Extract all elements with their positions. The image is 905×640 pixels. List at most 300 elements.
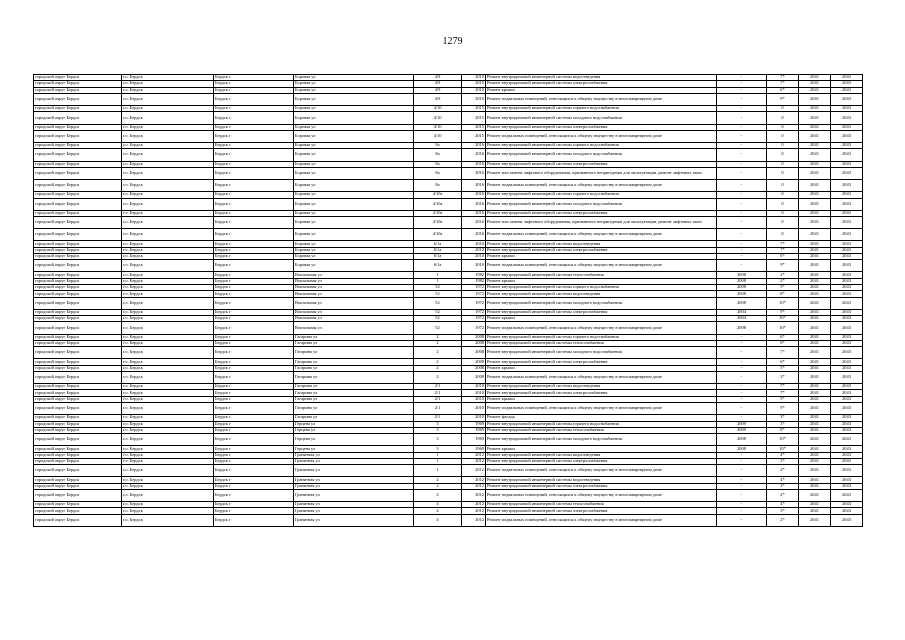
last-repair-cell: - bbox=[717, 489, 767, 501]
house-cell: 4/10а bbox=[414, 198, 462, 210]
work-type-cell: Ремонт крыши bbox=[486, 316, 717, 322]
wear-cell: 7* bbox=[767, 347, 799, 359]
wear-cell: 7* bbox=[767, 81, 799, 87]
wear-cell: 0 bbox=[767, 130, 799, 142]
municipality-cell: городской округ Бердск bbox=[34, 241, 122, 247]
table-row bbox=[34, 465, 863, 477]
table-row bbox=[34, 322, 863, 334]
table-row bbox=[34, 198, 863, 210]
wear-cell: 0 bbox=[767, 161, 799, 167]
city-cell: Бердск г bbox=[214, 210, 294, 216]
wear-cell: 10* bbox=[767, 316, 799, 322]
house-cell: 52 bbox=[414, 297, 462, 309]
last-repair-cell: - bbox=[717, 452, 767, 458]
plan-end-cell: 2043 bbox=[831, 143, 863, 149]
plan-start-cell: 2041 bbox=[799, 316, 831, 322]
year-built-cell: 2008 bbox=[462, 371, 486, 383]
city-cell: Бердск г bbox=[214, 347, 294, 359]
settlement-cell: г.о. Бердск bbox=[122, 514, 214, 526]
last-repair-cell: 2008 bbox=[717, 446, 767, 452]
settlement-cell: г.о. Бердск bbox=[122, 434, 214, 446]
last-repair-cell: - bbox=[717, 340, 767, 346]
last-repair-cell: - bbox=[717, 130, 767, 142]
house-cell: 2/1 bbox=[414, 403, 462, 415]
work-type-cell: Ремонт внутридомовой инженерной системы горячего водоснабжения bbox=[486, 285, 717, 291]
city-cell: Бердск г bbox=[214, 396, 294, 402]
house-cell: 3 bbox=[414, 427, 462, 433]
municipality-cell: городской округ Бердск bbox=[34, 508, 122, 514]
plan-end-cell: 2043 bbox=[831, 483, 863, 489]
plan-end-cell: 2043 bbox=[831, 421, 863, 427]
settlement-cell: г.о. Бердск bbox=[122, 421, 214, 427]
house-cell: 6/1а bbox=[414, 241, 462, 247]
plan-end-cell: 2043 bbox=[831, 75, 863, 81]
plan-end-cell: 2043 bbox=[831, 285, 863, 291]
street-cell: Гранитная ул bbox=[294, 514, 414, 526]
plan-start-cell: 2041 bbox=[799, 502, 831, 508]
work-type-cell: Ремонт фасада bbox=[486, 415, 717, 421]
work-type-cell: Ремонт подвальных помещений, относящихся к общему имуществу в многоквартирном доме bbox=[486, 514, 717, 526]
work-type-cell: Ремонт внутридомовой инженерной системы водоотведения bbox=[486, 384, 717, 390]
plan-end-cell: 2043 bbox=[831, 502, 863, 508]
settlement-cell: г.о. Бердск bbox=[122, 192, 214, 198]
page-number: 1279 bbox=[442, 36, 463, 47]
municipality-cell: городской округ Бердск bbox=[34, 278, 122, 284]
wear-cell: 0 bbox=[767, 198, 799, 210]
table-row bbox=[34, 149, 863, 161]
year-built-cell: 1969 bbox=[462, 421, 486, 427]
work-type-cell: Ремонт крыши bbox=[486, 365, 717, 371]
plan-start-cell: 2041 bbox=[799, 149, 831, 161]
municipality-cell: городской округ Бердск bbox=[34, 149, 122, 161]
street-cell: Боровая ул bbox=[294, 143, 414, 149]
settlement-cell: г.о. Бердск bbox=[122, 359, 214, 365]
year-built-cell: 2015 bbox=[462, 106, 486, 112]
city-cell: Бердск г bbox=[214, 359, 294, 365]
street-cell: Гагарина ул bbox=[294, 359, 414, 365]
street-cell: Гагарина ул bbox=[294, 390, 414, 396]
plan-start-cell: 2041 bbox=[799, 81, 831, 87]
house-cell: 4/10 bbox=[414, 112, 462, 124]
settlement-cell: г.о. Бердск bbox=[122, 415, 214, 421]
street-cell: Боровая ул bbox=[294, 210, 414, 216]
plan-end-cell: 2043 bbox=[831, 489, 863, 501]
city-cell: Бердск г bbox=[214, 291, 294, 297]
city-cell: Бердск г bbox=[214, 272, 294, 278]
year-built-cell: 1972 bbox=[462, 316, 486, 322]
wear-cell: 0 bbox=[767, 229, 799, 241]
settlement-cell: г.о. Бердск bbox=[122, 508, 214, 514]
plan-end-cell: 2043 bbox=[831, 124, 863, 130]
plan-start-cell: 2041 bbox=[799, 365, 831, 371]
year-built-cell: 2008 bbox=[462, 359, 486, 365]
street-cell: Боровая ул bbox=[294, 216, 414, 228]
settlement-cell: г.о. Бердск bbox=[122, 465, 214, 477]
house-cell: 6/1а bbox=[414, 260, 462, 272]
city-cell: Бердск г bbox=[214, 452, 294, 458]
plan-end-cell: 2043 bbox=[831, 396, 863, 402]
plan-end-cell: 2043 bbox=[831, 508, 863, 514]
plan-start-cell: 2041 bbox=[799, 161, 831, 167]
plan-start-cell: 2041 bbox=[799, 427, 831, 433]
plan-end-cell: 2043 bbox=[831, 247, 863, 253]
street-cell: Боровая ул bbox=[294, 112, 414, 124]
street-cell: Вокзальная ул bbox=[294, 297, 414, 309]
settlement-cell: г.о. Бердск bbox=[122, 75, 214, 81]
year-built-cell: 2010 bbox=[462, 253, 486, 259]
work-type-cell: Ремонт крыши bbox=[486, 278, 717, 284]
street-cell: Боровая ул bbox=[294, 130, 414, 142]
municipality-cell: городской округ Бердск bbox=[34, 192, 122, 198]
municipality-cell: городской округ Бердск bbox=[34, 291, 122, 297]
plan-end-cell: 2043 bbox=[831, 309, 863, 315]
municipality-cell: городской округ Бердск bbox=[34, 458, 122, 464]
house-cell: 8а bbox=[414, 167, 462, 179]
wear-cell: 5* bbox=[767, 365, 799, 371]
plan-start-cell: 2041 bbox=[799, 309, 831, 315]
plan-end-cell: 2043 bbox=[831, 322, 863, 334]
street-cell: Гранитная ул bbox=[294, 458, 414, 464]
city-cell: Бердск г bbox=[214, 489, 294, 501]
year-built-cell: 2010 bbox=[462, 241, 486, 247]
table-row bbox=[34, 216, 863, 228]
house-cell: 2 bbox=[414, 371, 462, 383]
work-type-cell: Ремонт подвальных помещений, относящихся к общему имуществу в многоквартирном доме bbox=[486, 489, 717, 501]
plan-end-cell: 2043 bbox=[831, 106, 863, 112]
plan-end-cell: 2043 bbox=[831, 415, 863, 421]
plan-start-cell: 2041 bbox=[799, 180, 831, 192]
street-cell: Боровая ул bbox=[294, 75, 414, 81]
last-repair-cell: 2008 bbox=[717, 291, 767, 297]
plan-end-cell: 2043 bbox=[831, 334, 863, 340]
settlement-cell: г.о. Бердск bbox=[122, 384, 214, 390]
wear-cell: 0 bbox=[767, 112, 799, 124]
city-cell: Бердск г bbox=[214, 192, 294, 198]
plan-start-cell: 2041 bbox=[799, 390, 831, 396]
municipality-cell: городской округ Бердск bbox=[34, 403, 122, 415]
plan-end-cell: 2043 bbox=[831, 340, 863, 346]
street-cell: Вокзальная ул bbox=[294, 309, 414, 315]
wear-cell: 9* bbox=[767, 309, 799, 315]
plan-end-cell: 2043 bbox=[831, 477, 863, 483]
wear-cell: 0 bbox=[767, 192, 799, 198]
settlement-cell: г.о. Бердск bbox=[122, 161, 214, 167]
house-cell: 4 bbox=[414, 514, 462, 526]
wear-cell: 8* bbox=[767, 291, 799, 297]
house-cell: 8а bbox=[414, 161, 462, 167]
work-type-cell: Ремонт внутридомовой инженерной системы холодного водоснабжения bbox=[486, 112, 717, 124]
plan-start-cell: 2041 bbox=[799, 247, 831, 253]
house-cell: 8а bbox=[414, 143, 462, 149]
last-repair-cell: - bbox=[717, 483, 767, 489]
work-type-cell: Ремонт внутридомовой инженерной системы водоотведения bbox=[486, 291, 717, 297]
plan-start-cell: 2041 bbox=[799, 291, 831, 297]
house-cell: 2 bbox=[414, 347, 462, 359]
year-built-cell: 2015 bbox=[462, 112, 486, 124]
wear-cell: 0 bbox=[767, 149, 799, 161]
plan-end-cell: 2043 bbox=[831, 192, 863, 198]
city-cell: Бердск г bbox=[214, 340, 294, 346]
year-built-cell: 1982 bbox=[462, 272, 486, 278]
city-cell: Бердск г bbox=[214, 415, 294, 421]
street-cell: Герцена ул bbox=[294, 427, 414, 433]
year-built-cell: 2008 bbox=[462, 340, 486, 346]
year-built-cell: 2016 bbox=[462, 161, 486, 167]
year-built-cell: 2012 bbox=[462, 483, 486, 489]
house-cell: 52 bbox=[414, 291, 462, 297]
plan-end-cell: 2043 bbox=[831, 161, 863, 167]
plan-start-cell: 2041 bbox=[799, 421, 831, 427]
municipality-cell: городской округ Бердск bbox=[34, 93, 122, 105]
street-cell: Вокзальная ул bbox=[294, 291, 414, 297]
house-cell: 2 bbox=[414, 489, 462, 501]
plan-end-cell: 2043 bbox=[831, 210, 863, 216]
work-type-cell: Ремонт крыши bbox=[486, 446, 717, 452]
house-cell: 3 bbox=[414, 446, 462, 452]
last-repair-cell: 2008 bbox=[717, 297, 767, 309]
settlement-cell: г.о. Бердск bbox=[122, 216, 214, 228]
municipality-cell: городской округ Бердск bbox=[34, 75, 122, 81]
wear-cell: 2* bbox=[767, 514, 799, 526]
municipality-cell: городской округ Бердск bbox=[34, 309, 122, 315]
work-type-cell: Ремонт внутридомовой инженерной системы электроснабжения bbox=[486, 508, 717, 514]
street-cell: Гранитная ул bbox=[294, 502, 414, 508]
last-repair-cell: - bbox=[717, 465, 767, 477]
municipality-cell: городской округ Бердск bbox=[34, 297, 122, 309]
year-built-cell: 2012 bbox=[462, 477, 486, 483]
settlement-cell: г.о. Бердск bbox=[122, 291, 214, 297]
house-cell: 52 bbox=[414, 322, 462, 334]
year-built-cell: 2012 bbox=[462, 452, 486, 458]
plan-end-cell: 2043 bbox=[831, 347, 863, 359]
wear-cell: 6* bbox=[767, 87, 799, 93]
plan-end-cell: 2043 bbox=[831, 87, 863, 93]
city-cell: Бердск г bbox=[214, 112, 294, 124]
settlement-cell: г.о. Бердск bbox=[122, 198, 214, 210]
settlement-cell: г.о. Бердск bbox=[122, 309, 214, 315]
municipality-cell: городской округ Бердск bbox=[34, 253, 122, 259]
street-cell: Гранитная ул bbox=[294, 465, 414, 477]
work-type-cell: Ремонт внутридомовой инженерной системы водоотведения bbox=[486, 241, 717, 247]
settlement-cell: г.о. Бердск bbox=[122, 124, 214, 130]
street-cell: Боровая ул bbox=[294, 167, 414, 179]
plan-start-cell: 2041 bbox=[799, 229, 831, 241]
municipality-cell: городской округ Бердск bbox=[34, 124, 122, 130]
house-cell: 2/1 bbox=[414, 390, 462, 396]
year-built-cell: 2016 bbox=[462, 180, 486, 192]
year-built-cell: 2010 bbox=[462, 75, 486, 81]
year-built-cell: 2010 bbox=[462, 415, 486, 421]
work-type-cell: Ремонт внутридомовой инженерной системы холодного водоснабжения bbox=[486, 347, 717, 359]
work-type-cell: Ремонт внутридомовой инженерной системы холодного водоснабжения bbox=[486, 198, 717, 210]
house-cell: 2 bbox=[414, 483, 462, 489]
plan-end-cell: 2043 bbox=[831, 452, 863, 458]
plan-start-cell: 2041 bbox=[799, 340, 831, 346]
last-repair-cell: - bbox=[717, 508, 767, 514]
wear-cell: 10* bbox=[767, 434, 799, 446]
year-built-cell: 2010 bbox=[462, 260, 486, 272]
work-type-cell: Ремонт подвальных помещений, относящихся к общему имуществу в многоквартирном доме bbox=[486, 130, 717, 142]
year-built-cell: 1969 bbox=[462, 446, 486, 452]
street-cell: Герцена ул bbox=[294, 446, 414, 452]
plan-start-cell: 2041 bbox=[799, 359, 831, 365]
house-cell: 2 bbox=[414, 365, 462, 371]
street-cell: Гранитная ул bbox=[294, 477, 414, 483]
year-built-cell: 2016 bbox=[462, 210, 486, 216]
plan-end-cell: 2043 bbox=[831, 278, 863, 284]
street-cell: Боровая ул bbox=[294, 124, 414, 130]
work-type-cell: Ремонт внутридомовой инженерной системы холодного водоснабжения bbox=[486, 297, 717, 309]
plan-start-cell: 2041 bbox=[799, 210, 831, 216]
work-type-cell: Ремонт внутридомовой инженерной системы водоотведения bbox=[486, 477, 717, 483]
street-cell: Боровая ул bbox=[294, 260, 414, 272]
plan-end-cell: 2043 bbox=[831, 427, 863, 433]
street-cell: Боровая ул bbox=[294, 87, 414, 93]
street-cell: Вокзальная ул bbox=[294, 316, 414, 322]
last-repair-cell: - bbox=[717, 216, 767, 228]
city-cell: Бердск г bbox=[214, 421, 294, 427]
plan-start-cell: 2041 bbox=[799, 384, 831, 390]
year-built-cell: 2010 bbox=[462, 87, 486, 93]
municipality-cell: городской округ Бердск bbox=[34, 427, 122, 433]
plan-start-cell: 2041 bbox=[799, 465, 831, 477]
plan-end-cell: 2043 bbox=[831, 216, 863, 228]
work-type-cell: Ремонт подвальных помещений, относящихся к общему имуществу в многоквартирном доме bbox=[486, 322, 717, 334]
house-cell: 4/10а bbox=[414, 210, 462, 216]
city-cell: Бердск г bbox=[214, 458, 294, 464]
municipality-cell: городской округ Бердск bbox=[34, 465, 122, 477]
last-repair-cell: 2004 bbox=[717, 309, 767, 315]
settlement-cell: г.о. Бердск bbox=[122, 489, 214, 501]
wear-cell: 7* bbox=[767, 390, 799, 396]
plan-end-cell: 2043 bbox=[831, 365, 863, 371]
street-cell: Боровая ул bbox=[294, 192, 414, 198]
plan-start-cell: 2041 bbox=[799, 334, 831, 340]
city-cell: Бердск г bbox=[214, 161, 294, 167]
work-type-cell: Ремонт крыши bbox=[486, 396, 717, 402]
street-cell: Боровая ул bbox=[294, 161, 414, 167]
street-cell: Гагарина ул bbox=[294, 340, 414, 346]
table-row bbox=[34, 260, 863, 272]
wear-cell: 6* bbox=[767, 253, 799, 259]
house-cell: 2 bbox=[414, 334, 462, 340]
house-cell: 4/10 bbox=[414, 106, 462, 112]
table-row bbox=[34, 93, 863, 105]
municipality-cell: городской округ Бердск bbox=[34, 316, 122, 322]
municipality-cell: городской округ Бердск bbox=[34, 87, 122, 93]
year-built-cell: 2008 bbox=[462, 365, 486, 371]
work-type-cell: Ремонт внутридомовой инженерной системы холодного водоснабжения bbox=[486, 149, 717, 161]
settlement-cell: г.о. Бердск bbox=[122, 167, 214, 179]
city-cell: Бердск г bbox=[214, 427, 294, 433]
city-cell: Бердск г bbox=[214, 260, 294, 272]
street-cell: Гагарина ул bbox=[294, 403, 414, 415]
house-cell: 4/9 bbox=[414, 81, 462, 87]
plan-start-cell: 2041 bbox=[799, 272, 831, 278]
municipality-cell: городской округ Бердск bbox=[34, 285, 122, 291]
last-repair-cell: 2008 bbox=[717, 285, 767, 291]
city-cell: Бердск г bbox=[214, 502, 294, 508]
work-type-cell: Ремонт подвальных помещений, относящихся к общему имуществу в многоквартирном доме bbox=[486, 93, 717, 105]
municipality-cell: городской округ Бердск bbox=[34, 452, 122, 458]
plan-start-cell: 2041 bbox=[799, 371, 831, 383]
municipality-cell: городской округ Бердск bbox=[34, 434, 122, 446]
work-type-cell: Ремонт внутридомовой инженерной системы теплоснабжения bbox=[486, 502, 717, 508]
last-repair-cell: - bbox=[717, 75, 767, 81]
wear-cell: 8* bbox=[767, 427, 799, 433]
plan-end-cell: 2043 bbox=[831, 390, 863, 396]
municipality-cell: городской округ Бердск bbox=[34, 477, 122, 483]
table-row bbox=[34, 347, 863, 359]
work-type-cell: Ремонт внутридомовой инженерной системы горячего водоснабжения bbox=[486, 106, 717, 112]
wear-cell: 10* bbox=[767, 322, 799, 334]
house-cell: 4/10а bbox=[414, 192, 462, 198]
settlement-cell: г.о. Бердск bbox=[122, 278, 214, 284]
work-type-cell: Ремонт внутридомовой инженерной системы теплоснабжения bbox=[486, 427, 717, 433]
settlement-cell: г.о. Бердск bbox=[122, 93, 214, 105]
street-cell: Вокзальная ул bbox=[294, 278, 414, 284]
wear-cell: 9* bbox=[767, 403, 799, 415]
plan-start-cell: 2041 bbox=[799, 434, 831, 446]
municipality-cell: городской округ Бердск bbox=[34, 384, 122, 390]
plan-start-cell: 2041 bbox=[799, 458, 831, 464]
wear-cell: 0 bbox=[767, 216, 799, 228]
settlement-cell: г.о. Бердск bbox=[122, 112, 214, 124]
work-type-cell: Ремонт внутридомовой инженерной системы электроснабжения bbox=[486, 359, 717, 365]
last-repair-cell: - bbox=[717, 514, 767, 526]
city-cell: Бердск г bbox=[214, 241, 294, 247]
last-repair-cell: - bbox=[717, 149, 767, 161]
work-type-cell: Ремонт внутридомовой инженерной системы электроснабжения bbox=[486, 81, 717, 87]
plan-end-cell: 2043 bbox=[831, 403, 863, 415]
plan-end-cell: 2043 bbox=[831, 291, 863, 297]
settlement-cell: г.о. Бердск bbox=[122, 340, 214, 346]
year-built-cell: 2016 bbox=[462, 167, 486, 179]
street-cell: Гагарина ул bbox=[294, 396, 414, 402]
work-type-cell: Ремонт внутридомовой инженерной системы холодного водоснабжения bbox=[486, 434, 717, 446]
house-cell: 2/1 bbox=[414, 384, 462, 390]
wear-cell: 7* bbox=[767, 384, 799, 390]
settlement-cell: г.о. Бердск bbox=[122, 229, 214, 241]
city-cell: Бердск г bbox=[214, 106, 294, 112]
municipality-cell: городской округ Бердск bbox=[34, 340, 122, 346]
work-type-cell: Ремонт внутридомовой инженерной системы водоотведения bbox=[486, 75, 717, 81]
year-built-cell: 2012 bbox=[462, 465, 486, 477]
city-cell: Бердск г bbox=[214, 180, 294, 192]
capital-repair-table bbox=[33, 74, 863, 527]
city-cell: Бердск г bbox=[214, 247, 294, 253]
settlement-cell: г.о. Бердск bbox=[122, 403, 214, 415]
plan-end-cell: 2043 bbox=[831, 458, 863, 464]
year-built-cell: 2008 bbox=[462, 334, 486, 340]
city-cell: Бердск г bbox=[214, 434, 294, 446]
plan-end-cell: 2043 bbox=[831, 446, 863, 452]
plan-start-cell: 2041 bbox=[799, 143, 831, 149]
wear-cell: 2* bbox=[767, 278, 799, 284]
year-built-cell: 2010 bbox=[462, 403, 486, 415]
street-cell: Боровая ул bbox=[294, 106, 414, 112]
plan-end-cell: 2043 bbox=[831, 241, 863, 247]
last-repair-cell: - bbox=[717, 334, 767, 340]
work-type-cell: Ремонт подвальных помещений, относящихся к общему имуществу в многоквартирном доме bbox=[486, 260, 717, 272]
plan-end-cell: 2043 bbox=[831, 384, 863, 390]
last-repair-cell: - bbox=[717, 347, 767, 359]
last-repair-cell: - bbox=[717, 143, 767, 149]
city-cell: Бердск г bbox=[214, 130, 294, 142]
municipality-cell: городской округ Бердск bbox=[34, 260, 122, 272]
city-cell: Бердск г bbox=[214, 390, 294, 396]
year-built-cell: 2012 bbox=[462, 508, 486, 514]
